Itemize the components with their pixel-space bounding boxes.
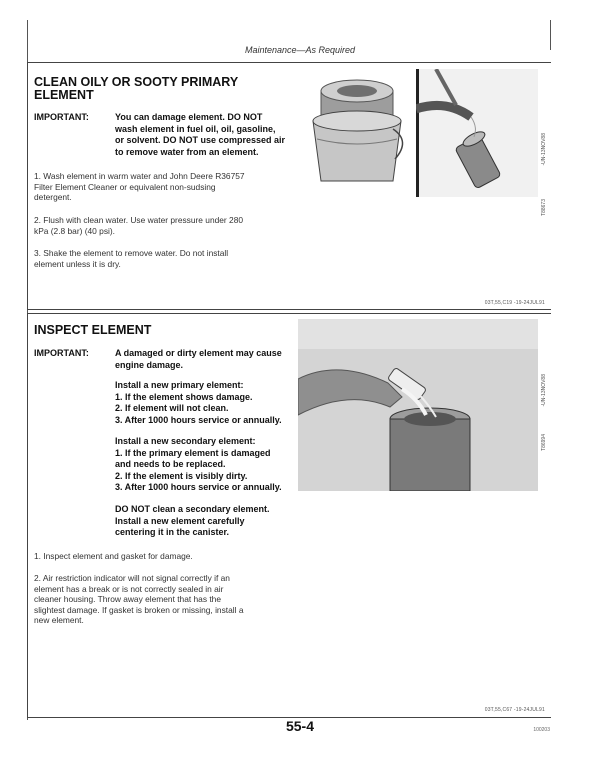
photo1-code: T88673 — [541, 199, 547, 216]
section1-step3: 3. Shake the element to remove water. Do not install element unless it is dry. — [34, 248, 229, 269]
clean-element-section — [27, 62, 551, 310]
rinse-element-photo — [416, 69, 538, 197]
corner-code: 100203 — [533, 727, 550, 733]
page-number: 55-4 — [285, 718, 315, 734]
section1-important-note: IMPORTANT: You can damage element. DO NOT wash element in fuel oil, oil, gasoline, or solvent. DO NOT use compressed air to remove water from an element. — [34, 112, 286, 157]
section1-step1: 1. Wash element in warm water and John Deere R36757 Filter Element Cleaner or equivalent non-sudsing detergent. — [34, 171, 245, 202]
section2-step2: 2. Air restriction indicator will not signal correctly if an element has a break or is not correctly sealed in air cleaner housing. Throw away element that has the slightest damage. If gasket is broken or missing, install a new element. — [34, 573, 244, 625]
section1-title: CLEAN OILY OR SOOTY PRIMARY ELEMENT — [34, 75, 239, 102]
hose-rinse-illustration — [416, 69, 538, 197]
secondary-warning: DO NOT clean a secondary element. Install a new element carefully centering it in the canister. — [115, 504, 270, 537]
section2-important-note: IMPORTANT: A damaged or dirty element may cause engine damage. — [34, 348, 282, 370]
photo3-code-a: T86994 — [541, 434, 547, 451]
photo2-code: -UN-13NOV88 — [541, 133, 547, 166]
important-label: IMPORTANT: — [34, 348, 89, 358]
inspect-element-photo — [298, 319, 538, 491]
section1-footer-code: 03T,55,C19 -19-24JUL91 — [484, 300, 545, 306]
secondary-element-criteria: Install a new secondary element: 1. If the primary element is damaged and needs to be replaced. 2. If the element is visibly dirty. 3. After 1000 hours service or annually. — [115, 436, 282, 492]
important-label: IMPORTANT: — [34, 112, 89, 122]
photo3-code-b: -UN-13NOV88 — [541, 374, 547, 407]
primary-element-criteria: Install a new primary element: 1. If the element shows damage. 2. If element will not clean. 3. After 1000 hours service or annually. — [115, 380, 282, 425]
page-header-title: Maintenance—As Required — [244, 45, 356, 55]
bucket-wash-photo — [303, 69, 411, 187]
section2-step1: 1. Inspect element and gasket for damage. — [34, 551, 193, 561]
flashlight-inspection-illustration — [298, 319, 538, 491]
inspect-element-section — [27, 313, 551, 718]
bucket-element-illustration — [303, 69, 411, 187]
section1-step2: 2. Flush with clean water. Use water pressure under 280 kPa (2.8 bar) (40 psi). — [34, 215, 244, 236]
section2-footer-code: 03T,55,C67 -19-24JUL91 — [484, 707, 545, 713]
section2-title: INSPECT ELEMENT — [34, 323, 152, 337]
